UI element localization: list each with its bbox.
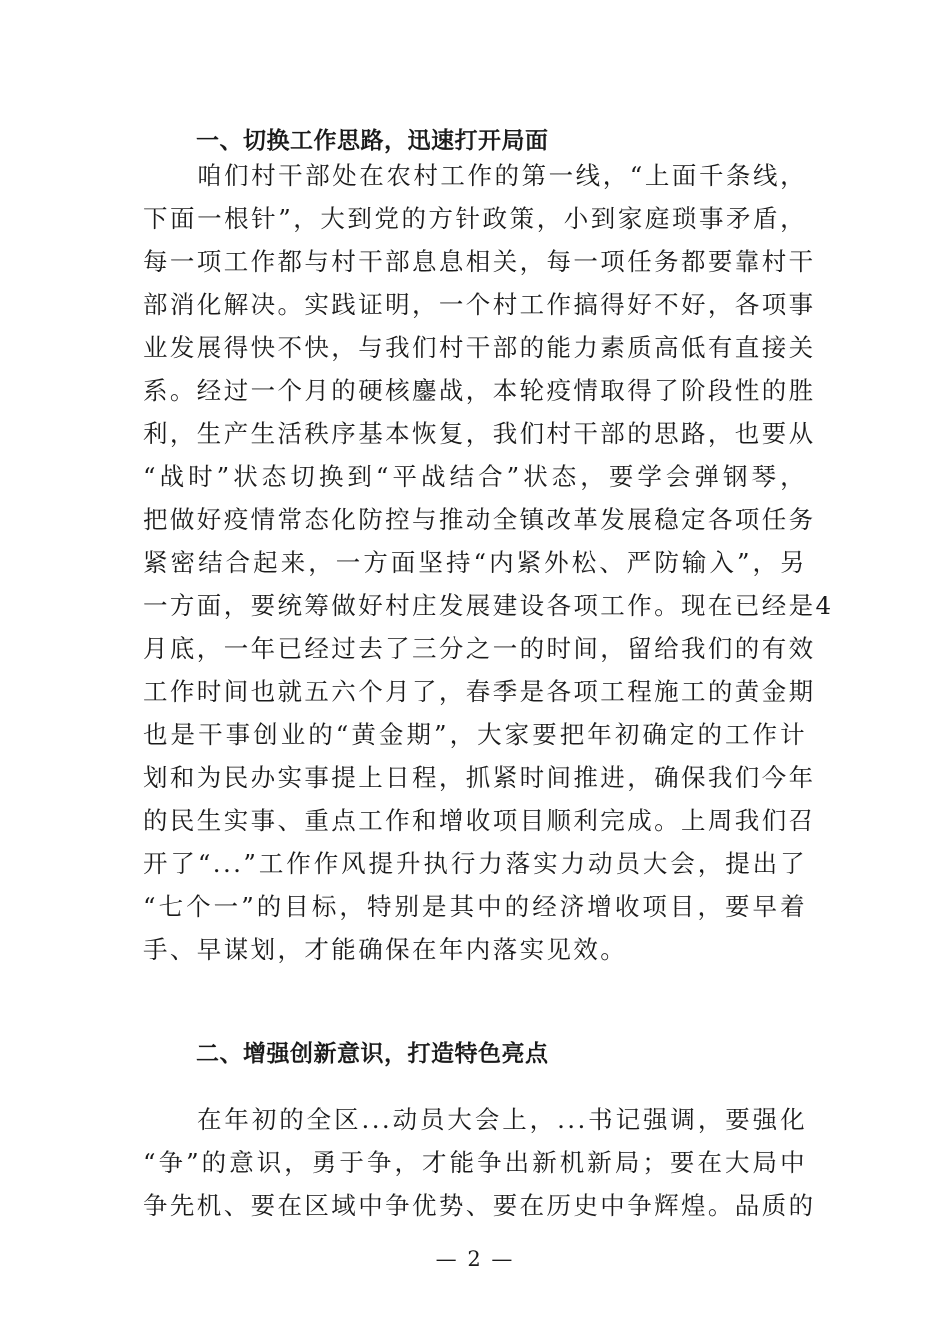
paragraph-line: 下面一根针”，大到党的方针政策，小到家庭琐事矛盾，: [143, 204, 807, 233]
paragraph-line: 的民生实事、重点工作和增收项目顺利完成。上周我们召: [143, 806, 816, 835]
paragraph-line: 业发展得快不快，与我们村干部的能力素质高低有直接关: [143, 333, 816, 362]
paragraph-line: 在年初的全区...动员大会上，...书记强调，要强化: [197, 1105, 807, 1134]
paragraph-line: 工作时间也就五六个月了，春季是各项工程施工的黄金期: [143, 677, 816, 706]
paragraph-line: 划和为民办实事提上日程，抓紧时间推进，确保我们今年: [143, 763, 816, 792]
paragraph-line: 系。经过一个月的硬核鏖战，本轮疫情取得了阶段性的胜: [143, 376, 816, 405]
paragraph-line: 开了“...”工作作风提升执行力落实力动员大会，提出了: [143, 849, 807, 878]
paragraph-line: 月底，一年已经过去了三分之一的时间，留给我们的有效: [143, 634, 816, 663]
paragraph-line: 争先机、要在区域中争优势、要在历史中争辉煌。品质的: [143, 1191, 816, 1220]
paragraph-line: 一方面，要统筹做好村庄发展建设各项工作。现在已经是4: [143, 591, 834, 620]
paragraph-line: 每一项工作都与村干部息息相关，每一项任务都要靠村干: [143, 247, 816, 276]
paragraph-line: 也是干事创业的“黄金期”，大家要把年初确定的工作计: [143, 720, 807, 749]
section-2-paragraph: [143, 1098, 816, 1227]
section-1-heading: 一、切换工作思路，迅速打开局面: [196, 128, 549, 154]
page-number: — 2 —: [435, 1247, 515, 1271]
paragraph-line: 把做好疫情常态化防控与推动全镇改革发展稳定各项任务: [143, 505, 816, 534]
paragraph-line: “七个一”的目标，特别是其中的经济增收项目，要早着: [143, 892, 807, 921]
section-2-heading: 二、增强创新意识，打造特色亮点: [196, 1041, 549, 1067]
section-1-paragraph: [143, 154, 834, 971]
paragraph-line: 利，生产生活秩序基本恢复，我们村干部的思路，也要从: [143, 419, 816, 448]
paragraph-line: “争”的意识，勇于争，才能争出新机新局；要在大局中: [143, 1148, 807, 1177]
paragraph-line: “战时”状态切换到“平战结合”状态，要学会弹钢琴，: [143, 462, 807, 491]
paragraph-line: 紧密结合起来，一方面坚持“内紧外松、严防输入”，另: [143, 548, 807, 577]
paragraph-line: 咱们村干部处在农村工作的第一线，“上面千条线，: [197, 161, 807, 190]
paragraph-line: 手、早谋划，才能确保在年内落实见效。: [143, 935, 628, 964]
paragraph-line: 部消化解决。实践证明，一个村工作搞得好不好，各项事: [143, 290, 816, 319]
